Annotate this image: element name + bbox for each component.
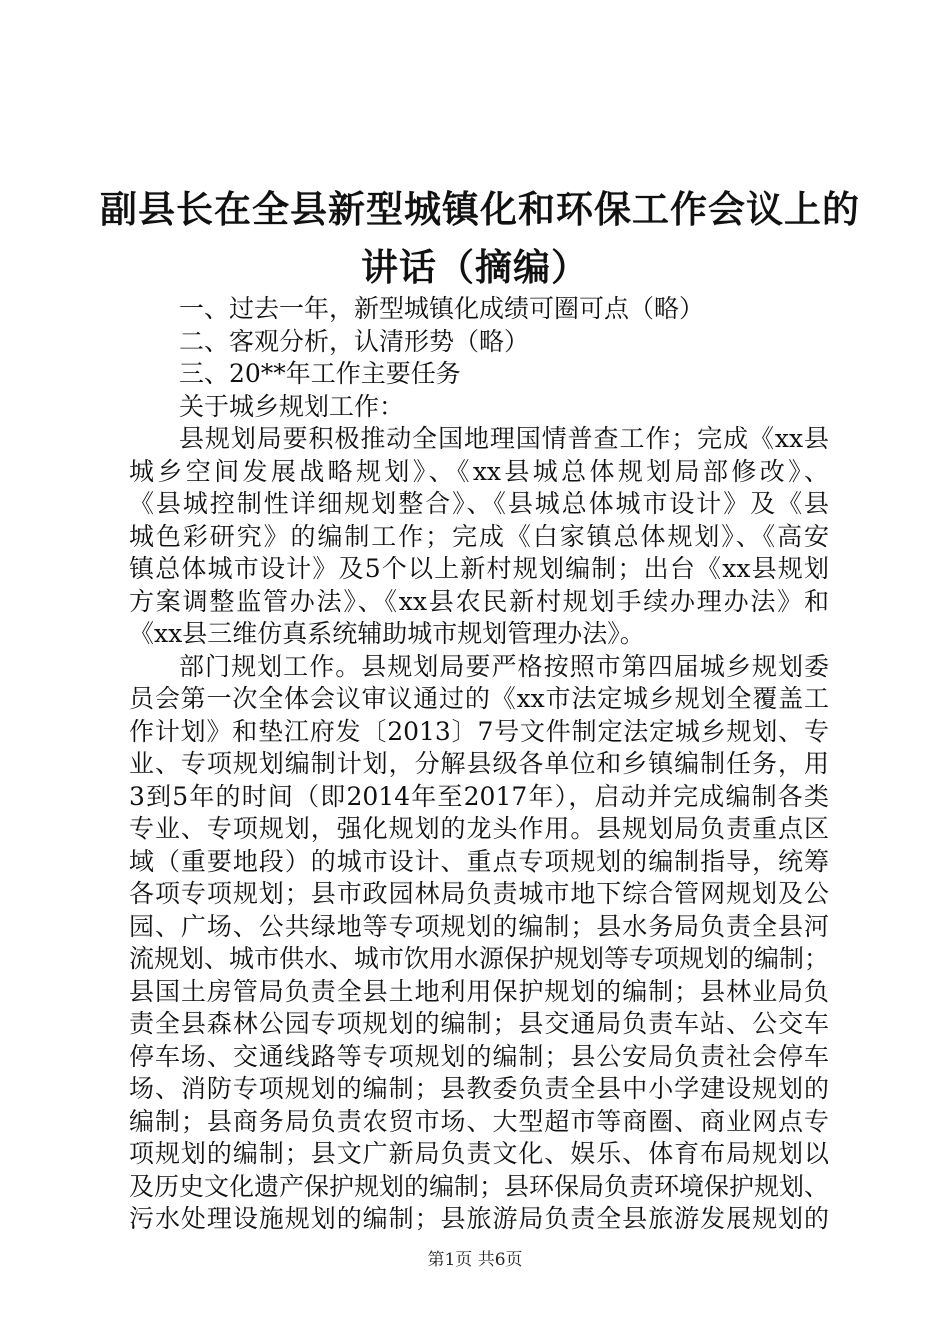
document-body bbox=[129, 293, 829, 1236]
paragraph-line: 《县城控制性详细规划整合》、《县城总体城市设计》及《县 bbox=[129, 489, 829, 518]
paragraph-line: 员会第一次全体会议审议通过的《xx市法定城乡规划全覆盖工 bbox=[129, 684, 829, 713]
paragraph-line: 作计划》和垫江府发〔2013〕7号文件制定法定城乡规划、专 bbox=[129, 716, 829, 746]
paragraph-line: 部门规划工作。县规划局要严格按照市第四届城乡规划委 bbox=[179, 651, 829, 681]
paragraph-line: 《xx县三维仿真系统辅助城市规划管理办法》。 bbox=[129, 619, 645, 648]
section-heading: 一、过去一年，新型城镇化成绩可圈可点（略） bbox=[179, 294, 705, 323]
paragraph-line: 污水处理设施规划的编制；县旅游局负责全县旅游发展规划的 bbox=[129, 1204, 829, 1233]
paragraph-line: 域（重要地段）的城市设计、重点专项规划的编制指导，统筹 bbox=[129, 846, 829, 876]
section-heading: 三、20**年工作主要任务 bbox=[179, 359, 461, 388]
paragraph-line: 停车场、交通线路等专项规划的编制；县公安局负责社会停车 bbox=[129, 1041, 829, 1071]
paragraph-line: 项规划的编制；县文广新局负责文化、娱乐、体育布局规划以 bbox=[129, 1139, 829, 1168]
paragraph-line: 场、消防专项规划的编制；县教委负责全县中小学建设规划的 bbox=[129, 1074, 829, 1103]
paragraph-line: 县国土房管局负责全县土地利用保护规划的编制；县林业局负 bbox=[129, 976, 829, 1006]
paragraph-line: 责全县森林公园专项规划的编制；县交通局负责车站、公交车 bbox=[129, 1009, 829, 1038]
paragraph-line: 县规划局要积极推动全国地理国情普查工作；完成《xx县 bbox=[179, 424, 829, 453]
paragraph-line: 镇总体城市设计》及5个以上新村规划编制；出台《xx县规划 bbox=[129, 554, 829, 583]
document-title-line-2: 讲话（摘编） bbox=[361, 245, 589, 289]
subsection-heading: 关于城乡规划工作： bbox=[179, 391, 405, 421]
paragraph-line: 业、专项规划编制计划，分解县级各单位和乡镇编制任务，用 bbox=[129, 749, 829, 778]
paragraph-line: 各项专项规划；县市政园林局负责城市地下综合管网规划及公 bbox=[129, 879, 829, 908]
paragraph-line: 方案调整监管办法》、《xx县农民新村规划手续办理办法》和 bbox=[129, 586, 829, 616]
document-title-line-1: 副县长在全县新型城镇化和环保工作会议上的 bbox=[100, 187, 860, 231]
paragraph-line: 专业、专项规划，强化规划的龙头作用。县规划局负责重点区 bbox=[129, 814, 829, 843]
paragraph-line: 编制；县商务局负责农贸市场、大型超市等商圈、商业网点专 bbox=[129, 1106, 829, 1136]
paragraph-line: 城乡空间发展战略规划》、《xx县城总体规划局部修改》、 bbox=[129, 456, 829, 486]
paragraph-line: 园、广场、公共绿地等专项规划的编制；县水务局负责全县河 bbox=[129, 911, 829, 941]
paragraph-line: 3到5年的时间（即2014年至2017年），启动并完成编制各类 bbox=[129, 781, 829, 811]
page-number-footer: 第1页 共6页 bbox=[427, 1250, 523, 1270]
paragraph-line: 流规划、城市供水、城市饮用水源保护规划等专项规划的编制； bbox=[129, 944, 830, 973]
paragraph-line: 城色彩研究》的编制工作；完成《白家镇总体规划》、《高安 bbox=[129, 521, 829, 551]
section-heading: 二、客观分析，认清形势（略） bbox=[179, 326, 530, 356]
paragraph-line: 及历史文化遗产保护规划的编制；县环保局负责环境保护规划、 bbox=[129, 1171, 830, 1201]
